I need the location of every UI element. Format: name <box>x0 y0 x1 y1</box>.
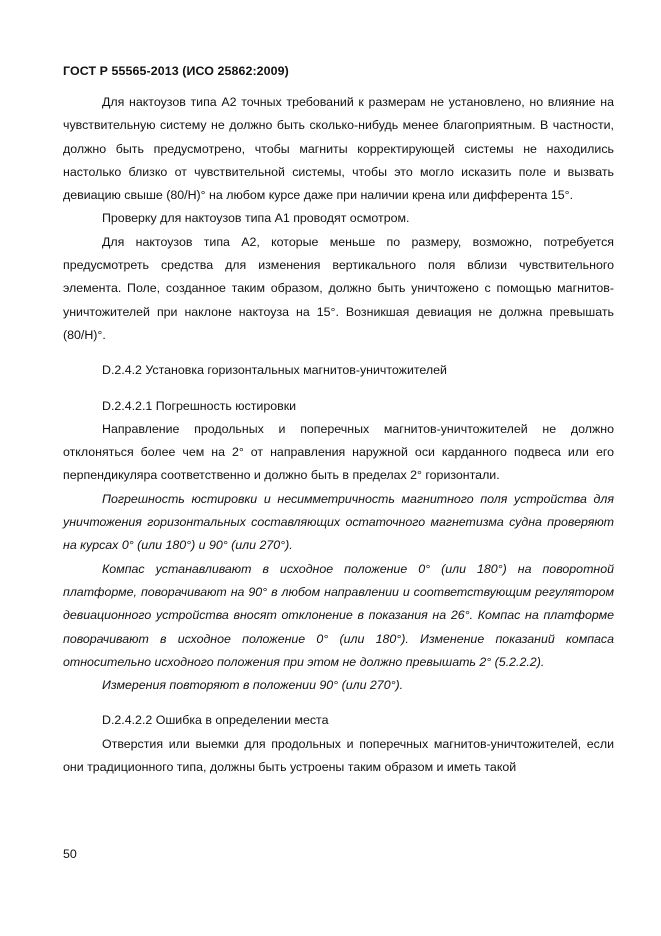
paragraph-alignment-check: Погрешность юстировки и несимметричность магнитного поля устройства для уничтожения горизонтальных составляющих остаточного магнетизма судна проверяют на курсах 0° (или 180°) и 90° (или 270°). <box>63 491 614 553</box>
paragraph-a1-check: Проверку для нактоузов типа А1 проводят осмотром. <box>102 211 410 226</box>
paragraph-openings: Отверстия или выемки для продольных и поперечных магнитов-уничтожителей, если они традиционного типа, должны быть устроены таким образом и иметь такой <box>63 736 614 775</box>
section-heading-d2-4-2: D.2.4.2 Установка горизонтальных магнитов-уничтожителей <box>102 363 447 378</box>
paragraph-a2-vertical-field: Для нактоузов типа А2, которые меньше по размеру, возможно, потребуется предусмотреть средства для изменения вертикального поля вблизи чувствительного элемента. Поле, созданное таким образом, должно быть уничтожено с помощью магнитов-уничтожителей при наклоне нактоуза на 15°. Возникшая девиация не должна превышать (80/H)°. <box>63 234 614 342</box>
standard-header: ГОСТ Р 55565-2013 (ИСО 25862:2009) <box>63 64 289 78</box>
paragraph-compass-procedure: Компас устанавливают в исходное положение 0° (или 180°) на поворотной платформе, поворачивают на 90° в любом направлении и соответствующим регулятором девиационного устройства вносят отклонение в показания на 26°. Компас на платформе поворачивают в исходное положение 0° (или 180°). Изменение показаний компаса относительно исходного положения при этом не должно превышать 2° (5.2.2.2). <box>63 561 614 669</box>
paragraph-a2-requirements: Для нактоузов типа А2 точных требований к размерам не установлено, но влияние на чувствительную систему не должно быть сколько-нибудь менее благоприятным. В частности, должно быть предусмотрено, чтобы магниты корректирующей системы не находились настолько близко от чувствительной системы, чтобы это могло исказить поле и вызвать девиацию свыше (80/H)° на любом курсе даже при наличии крена или дифферента 15°. <box>63 95 614 203</box>
paragraph-repeat-measurement: Измерения повторяют в положении 90° (или 270°). <box>102 678 404 693</box>
page-number: 50 <box>63 847 77 861</box>
paragraph-magnet-direction: Направление продольных и поперечных магнитов-уничтожителей не должно отклоняться более чем на 2° от направления наружной оси карданного подвеса или его перпендикуляра соответственно и должно быть в пределах 2° горизонтали. <box>63 421 614 483</box>
subsection-heading-d2-4-2-2: D.2.4.2.2 Ошибка в определении места <box>102 713 329 728</box>
document-body <box>63 91 614 779</box>
subsection-heading-d2-4-2-1: D.2.4.2.1 Погрешность юстировки <box>102 398 297 413</box>
